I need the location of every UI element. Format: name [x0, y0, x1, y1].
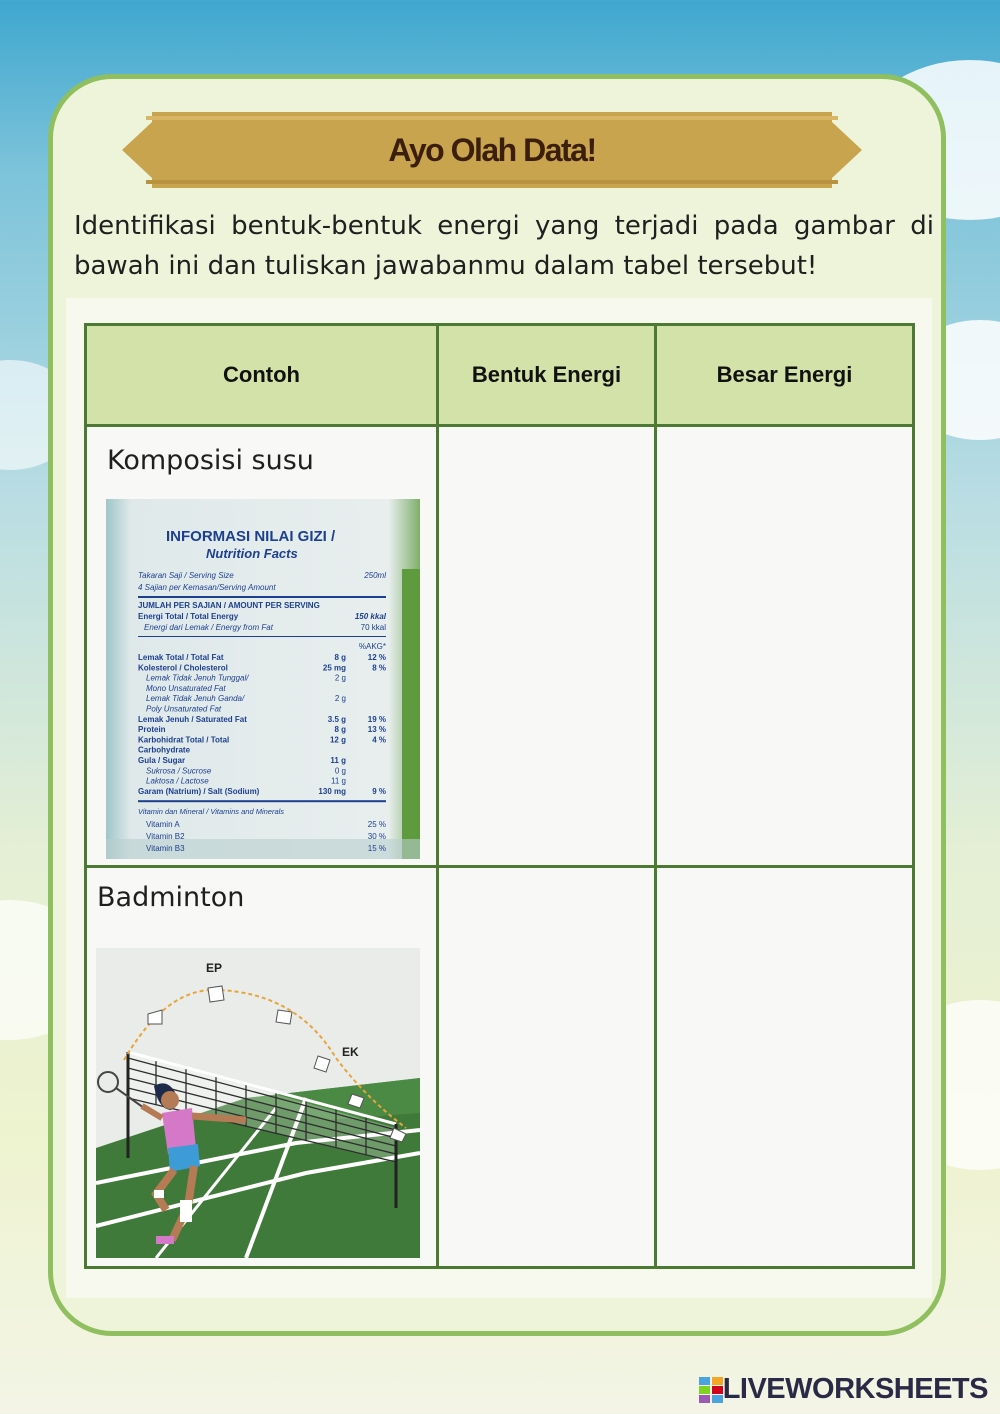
header-besar-energi: Besar Energi: [656, 325, 914, 426]
nutrition-rule: [138, 596, 386, 598]
nutrient-percent: 8 %: [372, 663, 386, 673]
nutrient-amount: 0 g: [334, 766, 346, 776]
nutrient-amount: 25 mg: [322, 663, 346, 673]
nutrient-amount: 2 g: [334, 694, 346, 704]
nutrition-rule: [138, 800, 386, 802]
nutrition-title: INFORMASI NILAI GIZI /: [166, 528, 336, 545]
nutrient-percent: 12 %: [367, 653, 386, 662]
nutrient-amount: 8 g: [334, 725, 346, 735]
nutrient-label: Lemak Total / Total Fat: [138, 653, 224, 662]
answer-cell-bentuk-energi[interactable]: [438, 867, 656, 1268]
answer-cell-besar-energi[interactable]: [656, 426, 914, 867]
example-label: Badminton: [97, 882, 245, 913]
nutrition-rule: [138, 636, 386, 637]
nutrient-label: Garam (Natrium) / Salt (Sodium): [138, 786, 260, 796]
nutrition-label-image: [106, 499, 420, 859]
akg-header: %AKG*: [358, 642, 386, 651]
serving-size-label: Takaran Saji / Serving Size: [138, 571, 234, 580]
nutrient-amount: 130 mg: [318, 786, 346, 796]
vitamin-percent: 25 %: [367, 820, 386, 830]
example-cell: [86, 867, 438, 1268]
vitamin-percent: 30 %: [367, 832, 386, 842]
table-row: [86, 867, 914, 1268]
table-row: [86, 426, 914, 867]
nutrient-label: Karbohidrat Total / Total: [138, 735, 230, 745]
nutrient-label: Protein: [138, 725, 166, 735]
vitamin-label: Vitamin B2: [146, 832, 185, 842]
vitamin-label: Vitamin B3: [146, 844, 185, 854]
nutrient-label: Poly Unsaturated Fat: [146, 704, 222, 714]
nutrient-percent: 4 %: [372, 735, 386, 745]
table-header-row: [86, 325, 914, 426]
nutrient-label: Gula / Sugar: [138, 756, 186, 765]
answer-cell-bentuk-energi[interactable]: [438, 426, 656, 867]
nutrient-label: Kolesterol / Cholesterol: [138, 663, 228, 673]
answer-table: [84, 323, 915, 1269]
nutrient-amount: 11 g: [331, 776, 346, 786]
example-cell: [86, 426, 438, 867]
nutrition-subtitle: Nutrition Facts: [206, 546, 298, 561]
energy-total-label: Energi Total / Total Energy: [138, 612, 239, 621]
watermark-text: LIVEWORKSHEETS: [722, 1373, 988, 1405]
nutrient-label: Carbohydrate: [138, 745, 191, 755]
energy-fat-value: 70 kkal: [360, 623, 386, 632]
nutrient-amount: 12 g: [329, 735, 346, 745]
title-banner: [122, 112, 862, 188]
nutrient-amount: 11 g: [330, 756, 346, 765]
nutrient-label: Lemak Tidak Jenuh Tunggal/: [146, 673, 249, 683]
nutrient-label: Mono Unsaturated Fat: [146, 683, 226, 693]
liveworksheets-watermark: [699, 1373, 988, 1406]
nutrient-amount: 2 g: [334, 673, 346, 683]
vitamin-header: Vitamin dan Mineral / Vitamins and Minerals: [138, 807, 285, 817]
amount-header: JUMLAH PER SAJIAN / AMOUNT PER SERVING: [138, 601, 320, 610]
serving-size-value: 250ml: [364, 571, 386, 580]
nutrient-label: Lemak Tidak Jenuh Ganda/: [146, 694, 245, 704]
example-label: Komposisi susu: [107, 445, 314, 476]
instruction-text: Identifikasi bentuk-bentuk energi yang terjadi pada gambar di bawah ini dan tuliskan jawabanmu dalam tabel tersebut!: [74, 211, 934, 281]
header-bentuk-energi: Bentuk Energi: [438, 325, 656, 426]
ep-label: EP: [206, 961, 223, 975]
vitamin-percent: 15 %: [367, 844, 386, 854]
nutrient-label: Sukrosa / Sucrose: [146, 766, 212, 776]
header-contoh: Contoh: [86, 325, 438, 426]
energy-fat-label: Energi dari Lemak / Energy from Fat: [144, 623, 273, 632]
nutrient-label: Lemak Jenuh / Saturated Fat: [138, 714, 247, 724]
energy-total-value: 150 kkal: [354, 612, 386, 621]
servings-label: 4 Sajian per Kemasan/Serving Amount: [138, 583, 276, 592]
nutrient-label: Laktosa / Lactose: [146, 776, 209, 786]
page-title: Ayo Olah Data!: [388, 132, 596, 168]
nutrient-percent: 19 %: [367, 714, 386, 724]
nutrient-amount: 3.5 g: [327, 714, 346, 724]
liveworksheets-logo-icon: [699, 1377, 723, 1403]
nutrient-percent: 9 %: [372, 786, 386, 796]
nutrient-amount: 8 g: [334, 653, 346, 662]
ek-label: EK: [342, 1045, 359, 1059]
badminton-image: [96, 948, 420, 1258]
nutrient-percent: 13 %: [367, 725, 386, 735]
vitamin-label: Vitamin A: [146, 820, 180, 830]
answer-cell-besar-energi[interactable]: [656, 867, 914, 1268]
